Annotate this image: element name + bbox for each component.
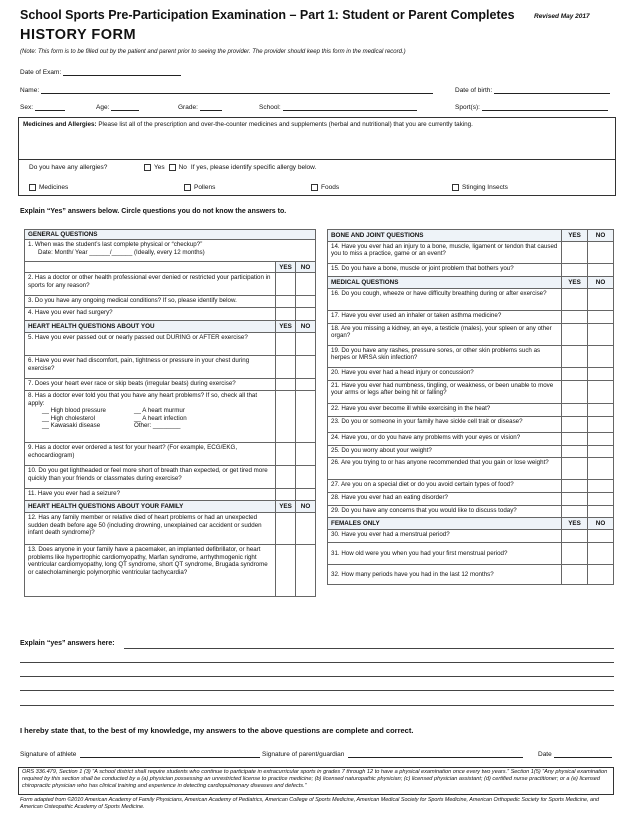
allergy-no-label: No — [178, 164, 187, 171]
bone-joint-header: BONE AND JOINT QUESTIONS — [328, 230, 562, 242]
question-32: 32. How many periods have you had in the last 12 months? — [328, 565, 562, 585]
q8-high-blood-pressure[interactable]: __ High blood pressure — [42, 407, 106, 415]
question-16: 16. Do you cough, wheeze or have difficulty breathing during or after exercise? — [328, 289, 562, 311]
question-7: 7. Does your heart ever race or skip beats (irregular beats) during exercise? — [25, 379, 276, 391]
q8-kawasaki-disease[interactable]: __ Kawasaki disease — [42, 422, 101, 430]
q13-no-cell[interactable] — [296, 545, 316, 597]
family-yes-header: YES — [276, 501, 296, 513]
date-signature-label: Date — [538, 751, 552, 758]
q9-yes-cell[interactable] — [276, 443, 296, 466]
grade-label: Grade: — [178, 104, 198, 111]
question-14: 14. Have you ever had an injury to a bone, muscle, ligament or tendon that caused you to miss a practice, game or an event? — [328, 242, 562, 264]
q17-no-cell[interactable] — [588, 311, 614, 324]
question-18: 18. Are you missing a kidney, an eye, a testicle (males), your spleen or any other organ? — [328, 324, 562, 346]
heart-yes-header: YES — [276, 321, 296, 333]
explain-line-1[interactable] — [124, 648, 614, 649]
date-of-birth-label: Date of birth: — [455, 87, 493, 94]
heart-no-header: NO — [296, 321, 316, 333]
medical-no-header: NO — [588, 277, 614, 289]
question-19: 19. Do you have any rashes, pressure sores, or other skin problems such as herpes or MRSA skin infection? — [328, 346, 562, 368]
allergy-no-checkbox[interactable] — [169, 164, 176, 171]
pollens-option-label: Pollens — [194, 184, 216, 191]
q8-heart-infection[interactable]: __ A heart infection — [134, 414, 187, 422]
question-1-text: 1. When was the student’s last complete physical or “checkup?” — [28, 241, 203, 249]
q30-yes-cell[interactable] — [562, 530, 588, 543]
q29-no-cell[interactable] — [588, 506, 614, 518]
q12-no-cell[interactable] — [296, 513, 316, 545]
question-6: 6. Have you ever had discomfort, pain, tightness or pressure in your chest during exercise? — [25, 356, 276, 379]
explain-line-3[interactable] — [20, 676, 614, 677]
females-yes-header: YES — [562, 518, 588, 530]
bone-yes-header: YES — [562, 230, 588, 242]
q14-no-cell[interactable] — [588, 242, 614, 264]
question-1 — [25, 240, 316, 262]
q28-no-cell[interactable] — [588, 493, 614, 506]
q8-heart-murmur[interactable]: __ A heart murmur — [134, 407, 185, 415]
q15-yes-cell[interactable] — [562, 264, 588, 277]
question-9: 9. Has a doctor ever ordered a test for your heart? (For example, ECG/EKG, echocardiogram) — [25, 443, 276, 466]
q8-yes-cell[interactable] — [276, 391, 296, 443]
q6-yes-cell[interactable] — [276, 356, 296, 379]
q2-no-cell[interactable] — [296, 273, 316, 296]
q10-yes-cell[interactable] — [276, 466, 296, 489]
question-29: 29. Do you have any concerns that you would like to discuss today? — [328, 506, 562, 518]
sports-label: Sport(s): — [455, 104, 480, 111]
q31-answer-cell[interactable] — [562, 543, 588, 565]
name-field[interactable] — [20, 85, 433, 94]
q25-yes-cell[interactable] — [562, 446, 588, 458]
attestation-statement: I hereby state that, to the best of my knowledge, my answers to the above questions are complete and correct. — [20, 726, 414, 735]
q19-yes-cell[interactable] — [562, 346, 588, 368]
medicines-label: Medicines and Allergies: — [23, 121, 97, 128]
revised-date: Revised May 2017 — [534, 13, 590, 20]
right-question-table — [327, 229, 614, 585]
q22-yes-cell[interactable] — [562, 404, 588, 417]
question-5: 5. Have you ever passed out or nearly passed out DURING or AFTER exercise? — [25, 333, 276, 356]
allergy-yes-label: Yes — [154, 164, 165, 171]
q4-no-cell[interactable] — [296, 308, 316, 321]
date-of-exam-label: Date of Exam: — [20, 69, 62, 76]
question-30: 30. Have you ever had a menstrual period? — [328, 530, 562, 543]
q5-yes-cell[interactable] — [276, 333, 296, 356]
question-23: 23. Do you or someone in your family have sickle cell trait or disease? — [328, 417, 562, 433]
question-4: 4. Have you ever had surgery? — [25, 308, 276, 321]
q22-no-cell[interactable] — [588, 404, 614, 417]
q32-answer-cell[interactable] — [562, 565, 588, 585]
medical-questions-header: MEDICAL QUESTIONS — [328, 277, 562, 289]
foods-option-label: Foods — [321, 184, 340, 191]
q2-yes-cell[interactable] — [276, 273, 296, 296]
q21-yes-cell[interactable] — [562, 381, 588, 404]
form-note: (Note: This form is to be filled out by the patient and parent prior to seeing the provider. The provider should keep this form in the medical record.) — [20, 49, 406, 55]
explain-line-4[interactable] — [20, 690, 614, 691]
page-title: HISTORY FORM — [20, 27, 137, 43]
heart-health-you-header: HEART HEALTH QUESTIONS ABOUT YOU — [25, 321, 276, 333]
q18-yes-cell[interactable] — [562, 324, 588, 346]
q26-no-cell[interactable] — [588, 458, 614, 480]
foods-checkbox[interactable] — [311, 184, 318, 191]
medicines-allergies-box[interactable] — [18, 117, 616, 196]
q17-yes-cell[interactable] — [562, 311, 588, 324]
general-questions-header: GENERAL QUESTIONS — [25, 230, 316, 240]
q8-other[interactable]: Other: ________ — [134, 422, 181, 430]
females-no-header: NO — [588, 518, 614, 530]
general-no-header: NO — [296, 262, 316, 273]
q12-yes-cell[interactable] — [276, 513, 296, 545]
question-8 — [25, 391, 276, 443]
females-only-header: FEMALES ONLY — [328, 518, 562, 530]
q7-no-cell[interactable] — [296, 379, 316, 391]
age-label: Age: — [96, 104, 110, 111]
form-attribution: Form adapted from ©2010 American Academy of Family Physicians, American Academy of Pediatrics, American College of Sports Medicine, American Medical Society for Sports Medicine, American Orthopedic Society for Sports Medicine, and American Osteopathic Academy of Sports Medicine. — [20, 797, 600, 810]
q16-no-cell[interactable] — [588, 289, 614, 311]
q26-yes-cell[interactable] — [562, 458, 588, 480]
q5-no-cell[interactable] — [296, 333, 316, 356]
q4-yes-cell[interactable] — [276, 308, 296, 321]
grade-field[interactable] — [178, 102, 222, 111]
q3-no-cell[interactable] — [296, 296, 316, 308]
q31-blank-cell[interactable] — [588, 543, 614, 565]
question-24: 24. Have you, or do you have any problems with your eyes or vision? — [328, 433, 562, 446]
question-20: 20. Have you ever had a head injury or concussion? — [328, 368, 562, 381]
allergy-question: Do you have any allergies? — [29, 164, 108, 171]
date-of-exam-field[interactable] — [20, 67, 181, 76]
explain-instruction: Explain “Yes” answers below. Circle questions you do not know the answers to. — [20, 208, 287, 215]
family-no-header: NO — [296, 501, 316, 513]
sex-field[interactable] — [20, 102, 65, 111]
q18-no-cell[interactable] — [588, 324, 614, 346]
question-8-text: 8. Has a doctor ever told you that you have any heart problems? If so, check all that apply: — [28, 392, 258, 407]
q20-yes-cell[interactable] — [562, 368, 588, 381]
athlete-signature-label: Signature of athlete — [20, 751, 77, 758]
q23-yes-cell[interactable] — [562, 417, 588, 433]
explain-line-5[interactable] — [20, 705, 614, 706]
question-21: 21. Have you ever had numbness, tingling, or weakness, or been unable to move your arms or legs after being hit or falling? — [328, 381, 562, 404]
q11-yes-cell[interactable] — [276, 489, 296, 501]
q32-blank-cell[interactable] — [588, 565, 614, 585]
q21-no-cell[interactable] — [588, 381, 614, 404]
question-2: 2. Has a doctor or other health professional ever denied or restricted your participation in sports for any reason? — [25, 273, 276, 296]
q11-no-cell[interactable] — [296, 489, 316, 501]
question-17: 17. Have you ever used an inhaler or taken asthma medicine? — [328, 311, 562, 324]
q10-no-cell[interactable] — [296, 466, 316, 489]
date-signature-field[interactable] — [538, 749, 612, 758]
heart-health-family-header: HEART HEALTH QUESTIONS ABOUT YOUR FAMILY — [25, 501, 276, 513]
q8-no-cell[interactable] — [296, 391, 316, 443]
school-label: School: — [259, 104, 281, 111]
q7-yes-cell[interactable] — [276, 379, 296, 391]
stinging-insects-option-label: Stinging Insects — [462, 184, 508, 191]
q23-no-cell[interactable] — [588, 417, 614, 433]
general-yes-header: YES — [276, 262, 296, 273]
sex-label: Sex: — [20, 104, 34, 111]
question-27: 27. Are you on a special diet or do you avoid certain types of food? — [328, 480, 562, 493]
sports-field[interactable] — [455, 102, 608, 111]
medicines-checkbox[interactable] — [29, 184, 36, 191]
date-of-birth-field[interactable] — [455, 85, 610, 94]
q29-yes-cell[interactable] — [562, 506, 588, 518]
allergy-option-medicines[interactable] — [29, 184, 68, 191]
bone-no-header: NO — [588, 230, 614, 242]
allergy-option-pollens[interactable] — [184, 184, 215, 191]
q28-yes-cell[interactable] — [562, 493, 588, 506]
name-label: Name: — [20, 87, 40, 94]
question-22: 22. Have you ever become ill while exercising in the heat? — [328, 404, 562, 417]
form-header-title: School Sports Pre-Participation Examination – Part 1: Student or Parent Completes — [20, 8, 515, 22]
q24-yes-cell[interactable] — [562, 433, 588, 446]
explain-answers-label: Explain “yes” answers here: — [20, 640, 115, 647]
age-field[interactable] — [96, 102, 139, 111]
q13-yes-cell[interactable] — [276, 545, 296, 597]
medicines-instruction: Please list all of the prescription and over-the-counter medicines and supplements (herbal and nutritional) that you are currently taking. — [98, 121, 473, 128]
question-10: 10. Do you get lightheaded or feel more short of breath than expected, or get tired more quickly than your friends or classmates during exercise? — [25, 466, 276, 489]
allergy-option-stinging-insects[interactable] — [452, 184, 508, 191]
question-28: 28. Have you ever had an eating disorder? — [328, 493, 562, 506]
q16-yes-cell[interactable] — [562, 289, 588, 311]
allergy-instruction: If yes, please identify specific allergy below. — [190, 164, 317, 171]
medical-yes-header: YES — [562, 277, 588, 289]
question-15: 15. Do you have a bone, muscle or joint problem that bothers you? — [328, 264, 562, 277]
q30-no-cell[interactable] — [588, 530, 614, 543]
q3-yes-cell[interactable] — [276, 296, 296, 308]
athlete-signature-field[interactable] — [20, 749, 260, 758]
left-question-table — [24, 229, 316, 597]
parent-signature-label: Signature of parent/guardian — [262, 751, 345, 758]
allergy-option-foods[interactable] — [311, 184, 339, 191]
q9-no-cell[interactable] — [296, 443, 316, 466]
q24-no-cell[interactable] — [588, 433, 614, 446]
q15-no-cell[interactable] — [588, 264, 614, 277]
medicines-option-label: Medicines — [39, 184, 69, 191]
question-1-date[interactable]: Date: Month/ Year ______/______ (Ideally, every 12 months) — [38, 248, 205, 256]
pollens-checkbox[interactable] — [184, 184, 191, 191]
q25-no-cell[interactable] — [588, 446, 614, 458]
question-31: 31. How old were you when you had your first menstrual period? — [328, 543, 562, 565]
question-26: 26. Are you trying to or has anyone recommended that you gain or lose weight? — [328, 458, 562, 480]
q8-high-cholesterol[interactable]: __ High cholesterol — [42, 414, 95, 422]
ors-statute-box: ORS 336.479, Section 1 (3) “A school district shall require students who continue to participate in extracurricular sports in grades 7 through 12 to have a physical examination once every two years.” Section 1(5) “Any physical examination required by this section shall be conducted by a (a) physician possessing an unrestricted license to practice medicine; (b) licensed naturopathic physician; (c) licensed physician assistant; (d) certified nurse practitioner; or a (e) licensed chiropractic physician who has clinical training and experience in detecting cardiopulmonary diseases and defects.” — [18, 767, 614, 795]
stinging-insects-checkbox[interactable] — [452, 184, 459, 191]
q6-no-cell[interactable] — [296, 356, 316, 379]
q27-no-cell[interactable] — [588, 480, 614, 493]
allergy-yes-checkbox[interactable] — [144, 164, 151, 171]
question-25: 25. Do you worry about your weight? — [328, 446, 562, 458]
question-13: 13. Does anyone in your family have a pacemaker, an implanted defibrillator, or heart problems like hypertrophic cardiomyopathy, Marfan syndrome, arrhythmogenic right ventricular cardiomyopathy, long QT syndrome, short QT syndrome, Brugada syndrome or catecholaminergic polymorphic ventricular tachycardia? — [25, 545, 276, 597]
school-field[interactable] — [259, 102, 417, 111]
q27-yes-cell[interactable] — [562, 480, 588, 493]
question-12: 12. Has any family member or relative died of heart problems or had an unexpected sudden death before age 50 (including drowning, unexplained car accident or sudden infant death syndrome)? — [25, 513, 276, 545]
q14-yes-cell[interactable] — [562, 242, 588, 264]
parent-signature-field[interactable] — [262, 749, 523, 758]
question-11: 11. Have you ever had a seizure? — [25, 489, 276, 501]
question-3: 3. Do you have any ongoing medical conditions? If so, please identify below. — [25, 296, 276, 308]
explain-line-2[interactable] — [20, 662, 614, 663]
q19-no-cell[interactable] — [588, 346, 614, 368]
q20-no-cell[interactable] — [588, 368, 614, 381]
